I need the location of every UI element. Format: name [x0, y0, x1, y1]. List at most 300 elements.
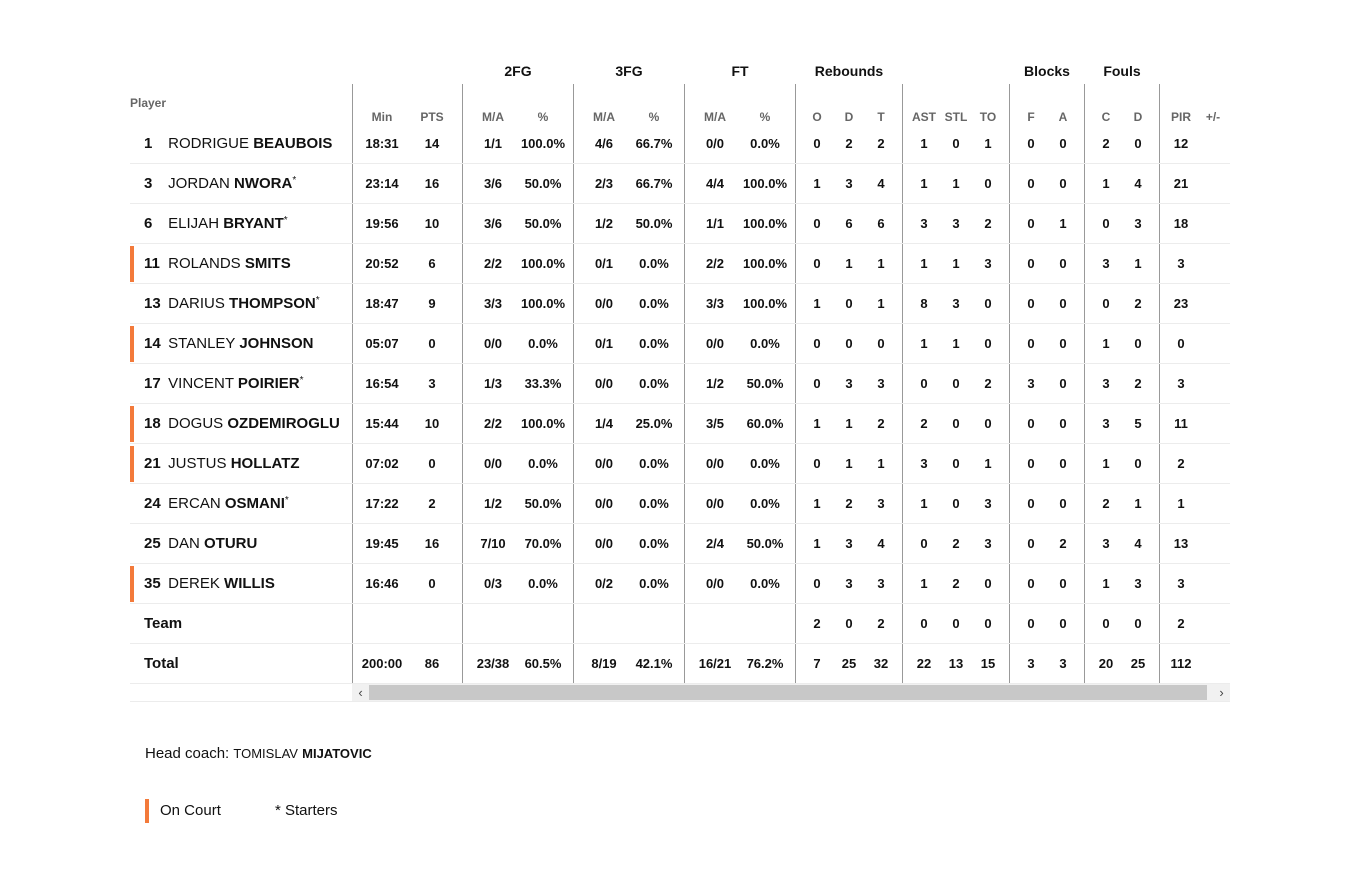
- stat-cell: 0/0: [705, 136, 725, 151]
- stat-cell: 25.0%: [635, 416, 673, 431]
- player-number: 17: [144, 375, 161, 392]
- stat-cell: 0: [813, 136, 821, 151]
- player-last-name: OZDEMIROGLU: [227, 415, 340, 432]
- stat-cell: 16/21: [698, 656, 732, 671]
- stat-cell: 6: [845, 216, 853, 231]
- player-last-name: JOHNSON: [239, 335, 314, 352]
- stat-cell: 23:14: [365, 176, 399, 191]
- player-number: 35: [144, 575, 161, 592]
- stat-cell: 1: [1102, 336, 1110, 351]
- player-number: 25: [144, 535, 161, 552]
- player-column-header: [130, 84, 352, 124]
- table-row[interactable]: [130, 364, 1230, 404]
- stat-cell: 23: [1173, 296, 1189, 311]
- stat-cell: 9: [428, 296, 436, 311]
- player-last-name: NWORA: [234, 175, 293, 192]
- stat-cell: 18:47: [365, 296, 399, 311]
- stat-cell: 0: [1027, 456, 1035, 471]
- group-header-0: 2FG: [504, 63, 532, 79]
- stat-cell: 1: [920, 256, 928, 271]
- stat-cell: 3: [877, 576, 885, 591]
- stat-cell: 3: [920, 456, 928, 471]
- on-court-marker: [130, 406, 134, 442]
- player-first-name: ROLANDS: [168, 255, 241, 272]
- stat-cell: 0: [984, 296, 992, 311]
- stat-cell: 70.0%: [524, 536, 562, 551]
- stat-cell: 22: [916, 656, 932, 671]
- stat-cell: 0.0%: [750, 136, 780, 151]
- stat-cell: 0.0%: [528, 336, 558, 351]
- player-first-name: DEREK: [168, 575, 220, 592]
- stat-cell: 60.5%: [524, 656, 562, 671]
- stat-cell: 0/0: [705, 496, 725, 511]
- player-last-name: POIRIER: [237, 375, 300, 392]
- on-court-marker: [145, 799, 149, 823]
- player-header-label: Player: [130, 96, 167, 110]
- stat-cell: 100.0%: [520, 416, 566, 431]
- stat-cell: 0: [1059, 176, 1067, 191]
- column-header-3[interactable]: %: [537, 110, 549, 124]
- player-name[interactable]: [144, 244, 291, 284]
- column-header-9[interactable]: D: [844, 110, 854, 124]
- stat-cell: 0: [813, 376, 821, 391]
- stat-cell: 1: [920, 496, 928, 511]
- stat-cell: 0: [1059, 416, 1067, 431]
- stat-cell: 33.3%: [524, 376, 562, 391]
- stat-cell: 10: [424, 216, 440, 231]
- stat-cell: 0: [952, 416, 960, 431]
- stat-cell: 3: [1177, 376, 1185, 391]
- stat-cell: 20:52: [365, 256, 399, 271]
- stat-cell: 15: [980, 656, 996, 671]
- table-row[interactable]: [130, 484, 1230, 524]
- stat-cell: 1: [952, 256, 960, 271]
- stat-cell: 1: [1134, 496, 1142, 511]
- table-row[interactable]: [130, 404, 1230, 444]
- stat-cell: 0/0: [483, 456, 503, 471]
- stat-cell: 0/0: [594, 536, 614, 551]
- stat-cell: 0: [1027, 136, 1035, 151]
- stat-cell: 4: [1134, 536, 1142, 551]
- stat-cell: 1/2: [483, 496, 503, 511]
- column-header-1[interactable]: PTS: [420, 110, 444, 124]
- starter-mark: *: [315, 295, 320, 306]
- stat-cell: 3: [1134, 216, 1142, 231]
- stat-cell: 05:07: [365, 336, 399, 351]
- stat-cell: 0.0%: [750, 456, 780, 471]
- player-last-name: HOLLATZ: [230, 455, 300, 472]
- stat-cell: 0: [1059, 576, 1067, 591]
- stat-cell: 0.0%: [639, 536, 669, 551]
- stat-cell: 2: [952, 536, 960, 551]
- stat-cell: 0: [1027, 176, 1035, 191]
- legend-on-court: On Court: [160, 802, 221, 819]
- stat-cell: 0: [845, 336, 853, 351]
- table-row[interactable]: [130, 164, 1230, 204]
- stat-cell: 0.0%: [528, 576, 558, 591]
- total-row: [130, 644, 1230, 684]
- starter-mark: *: [284, 495, 289, 506]
- stat-cell: 1: [952, 336, 960, 351]
- column-header-13[interactable]: TO: [979, 110, 997, 124]
- column-header-10[interactable]: T: [877, 110, 885, 124]
- stat-cell: 50.0%: [746, 376, 784, 391]
- column-header-7[interactable]: %: [759, 110, 771, 124]
- player-last-name: THOMPSON: [229, 295, 316, 312]
- stat-cell: 0: [813, 336, 821, 351]
- column-header-14[interactable]: F: [1027, 110, 1035, 124]
- stat-cell: 0: [813, 456, 821, 471]
- stat-cell: 3: [845, 536, 853, 551]
- stat-cell: 0: [920, 376, 928, 391]
- stat-cell: 0: [1027, 216, 1035, 231]
- stat-cell: 0/0: [705, 576, 725, 591]
- player-first-name: JUSTUS: [168, 455, 227, 472]
- stat-cell: 0/0: [594, 296, 614, 311]
- column-header-11[interactable]: AST: [912, 110, 936, 124]
- stat-cell: 0: [1059, 496, 1067, 511]
- stat-cell: 2: [920, 416, 928, 431]
- stat-cell: 0/0: [594, 496, 614, 511]
- stat-cell: 100.0%: [742, 256, 788, 271]
- stat-cell: 66.7%: [635, 176, 673, 191]
- stat-cell: 0: [428, 576, 436, 591]
- stat-cell: 1: [1059, 216, 1067, 231]
- on-court-marker: [130, 326, 134, 362]
- stat-cell: 0/3: [483, 576, 503, 591]
- stat-cell: 3: [952, 216, 960, 231]
- starter-mark: *: [292, 175, 297, 186]
- player-name[interactable]: [144, 444, 300, 484]
- stat-cell: 2: [428, 496, 436, 511]
- stat-cell: 100.0%: [520, 256, 566, 271]
- stat-cell: 0.0%: [639, 496, 669, 511]
- stat-cell: 1: [1102, 576, 1110, 591]
- stat-cell: 66.7%: [635, 136, 673, 151]
- stat-cell: 4/6: [594, 136, 614, 151]
- stat-cell: 3: [1102, 536, 1110, 551]
- stat-cell: 50.0%: [524, 496, 562, 511]
- table-row[interactable]: [130, 524, 1230, 564]
- stat-cell: 0.0%: [639, 576, 669, 591]
- stat-cell: 0/0: [594, 376, 614, 391]
- stat-cell: 0.0%: [639, 256, 669, 271]
- player-first-name: VINCENT: [168, 375, 234, 392]
- table-row[interactable]: [130, 444, 1230, 484]
- player-name[interactable]: [144, 284, 320, 324]
- player-first-name: JORDAN: [168, 175, 230, 192]
- stat-cell: 1: [920, 576, 928, 591]
- column-header-19[interactable]: +/-: [1205, 110, 1221, 124]
- column-header-6[interactable]: M/A: [704, 110, 726, 124]
- stat-cell: 0: [920, 616, 928, 631]
- stat-cell: 2/3: [594, 176, 614, 191]
- stat-cell: 1: [1134, 256, 1142, 271]
- stat-cell: 0: [1134, 456, 1142, 471]
- stat-cell: 0: [984, 336, 992, 351]
- stat-cell: 3: [1102, 256, 1110, 271]
- stat-cell: 3/3: [705, 296, 725, 311]
- table-row[interactable]: [130, 204, 1230, 244]
- player-name[interactable]: [144, 484, 289, 524]
- stat-cell: 0.0%: [639, 336, 669, 351]
- stat-cell: 3/3: [483, 296, 503, 311]
- column-header-17[interactable]: D: [1133, 110, 1143, 124]
- stat-cell: 3: [1027, 656, 1035, 671]
- stat-cell: 100.0%: [742, 176, 788, 191]
- stat-cell: 1: [813, 176, 821, 191]
- stat-cell: 0: [1102, 216, 1110, 231]
- stat-cell: 13: [1173, 536, 1189, 551]
- stat-cell: 1: [813, 496, 821, 511]
- stat-cell: 2: [1102, 496, 1110, 511]
- player-number: 21: [144, 455, 161, 472]
- player-last-name: OTURU: [204, 535, 258, 552]
- stat-cell: 2/2: [483, 256, 503, 271]
- stat-cell: 1: [920, 136, 928, 151]
- stat-cell: 23/38: [476, 656, 510, 671]
- stat-cell: 0.0%: [639, 376, 669, 391]
- player-number: 6: [144, 215, 153, 232]
- stat-cell: 1: [952, 176, 960, 191]
- column-header-18[interactable]: PIR: [1170, 110, 1191, 124]
- stat-cell: 0: [1059, 136, 1067, 151]
- group-header-5: Fouls: [1103, 63, 1141, 79]
- stat-cell: 1: [813, 416, 821, 431]
- player-number: 13: [144, 295, 161, 312]
- stat-cell: 2/2: [705, 256, 725, 271]
- player-first-name: ERCAN: [168, 495, 221, 512]
- stat-cell: 18:31: [365, 136, 399, 151]
- player-name[interactable]: [144, 524, 257, 564]
- player-first-name: RODRIGUE: [168, 135, 250, 152]
- table-row[interactable]: [130, 564, 1230, 604]
- stat-cell: 0: [984, 416, 992, 431]
- stats-header: [352, 60, 1230, 124]
- stat-cell: 2: [984, 376, 992, 391]
- head-coach-last-name: MIJATOVIC: [302, 746, 372, 761]
- player-number: 18: [144, 415, 161, 432]
- stat-cell: 0: [952, 496, 960, 511]
- stat-cell: 0.0%: [639, 296, 669, 311]
- player-name[interactable]: [144, 324, 314, 364]
- player-first-name: DOGUS: [168, 415, 224, 432]
- stat-cell: 1: [984, 136, 992, 151]
- table-bottom-divider: [130, 701, 1230, 702]
- stat-cell: 42.1%: [635, 656, 673, 671]
- group-header-2: FT: [731, 63, 749, 79]
- stat-cell: 0/0: [705, 456, 725, 471]
- stat-cell: 3: [952, 296, 960, 311]
- stat-cell: 2: [1177, 456, 1185, 471]
- stat-cell: 3: [1102, 416, 1110, 431]
- stat-cell: 112: [1170, 656, 1192, 671]
- stat-cell: 0: [1134, 136, 1142, 151]
- stat-cell: 3: [984, 496, 992, 511]
- stat-cell: 0: [428, 336, 436, 351]
- stat-cell: 8/19: [591, 656, 617, 671]
- group-header-3: Rebounds: [814, 63, 884, 79]
- stat-cell: 1: [1102, 456, 1110, 471]
- on-court-marker: [130, 446, 134, 482]
- stat-cell: 0: [952, 136, 960, 151]
- stat-cell: 07:02: [365, 456, 399, 471]
- stat-cell: 1/1: [705, 216, 725, 231]
- stat-cell: 3: [1177, 256, 1185, 271]
- stat-cell: 25: [841, 656, 857, 671]
- on-court-marker: [130, 566, 134, 602]
- stat-cell: 14: [424, 136, 440, 151]
- stat-cell: 2: [877, 136, 885, 151]
- stat-cell: 1: [984, 456, 992, 471]
- stat-cell: 0: [952, 456, 960, 471]
- stat-cell: 10: [424, 416, 440, 431]
- stat-cell: 2: [813, 616, 821, 631]
- stat-cell: 0: [920, 536, 928, 551]
- stat-cell: 0: [984, 616, 992, 631]
- stat-cell: 19:45: [365, 536, 399, 551]
- stat-cell: 0: [984, 576, 992, 591]
- stat-cell: 3: [1059, 656, 1067, 671]
- chevron-left-icon[interactable]: ‹: [358, 685, 363, 700]
- column-groups: [352, 60, 1230, 84]
- table-row[interactable]: [130, 124, 1230, 164]
- stat-cell: 60.0%: [746, 416, 784, 431]
- player-name[interactable]: [144, 404, 340, 444]
- head-coach: [145, 745, 372, 762]
- stat-cell: 2: [952, 576, 960, 591]
- stat-cell: 3/5: [705, 416, 725, 431]
- stat-cell: 1: [845, 256, 853, 271]
- stat-cell: 0: [845, 616, 853, 631]
- stat-cell: 50.0%: [635, 216, 673, 231]
- player-first-name: DAN: [168, 535, 200, 552]
- stat-cell: 0: [877, 336, 885, 351]
- stat-cell: 1/2: [705, 376, 725, 391]
- stat-cell: 86: [424, 656, 440, 671]
- stat-cell: 3: [877, 376, 885, 391]
- column-header-8[interactable]: O: [812, 110, 822, 124]
- stat-cell: 16:46: [365, 576, 399, 591]
- stat-cell: 1: [845, 456, 853, 471]
- legend-starters: * Starters: [275, 802, 338, 819]
- stat-cell: 0: [1059, 616, 1067, 631]
- stat-cell: 0/2: [594, 576, 614, 591]
- stat-cell: 0: [1027, 416, 1035, 431]
- stat-cell: 20: [1098, 656, 1114, 671]
- table-row[interactable]: [130, 284, 1230, 324]
- stat-cell: 2: [1059, 536, 1067, 551]
- team-row: [130, 604, 1230, 644]
- head-coach-first-name: TOMISLAV: [233, 746, 298, 761]
- column-header-5[interactable]: %: [648, 110, 660, 124]
- stat-cell: 1: [845, 416, 853, 431]
- stat-cell: 0: [1102, 616, 1110, 631]
- column-header-2[interactable]: M/A: [482, 110, 504, 124]
- stat-cell: 0: [984, 176, 992, 191]
- stat-cell: 0.0%: [750, 496, 780, 511]
- player-name[interactable]: [144, 564, 275, 604]
- player-name[interactable]: [144, 124, 332, 164]
- player-name[interactable]: [144, 204, 288, 244]
- scrollbar-thumb[interactable]: [369, 685, 1207, 700]
- stat-cell: 0.0%: [528, 456, 558, 471]
- stat-cell: 100.0%: [742, 296, 788, 311]
- stat-cell: 0: [1059, 296, 1067, 311]
- column-header-15[interactable]: A: [1058, 110, 1068, 124]
- stat-cell: 0.0%: [639, 456, 669, 471]
- chevron-right-icon[interactable]: ›: [1219, 685, 1224, 700]
- stat-cell: 1/2: [594, 216, 614, 231]
- stat-cell: 0: [952, 616, 960, 631]
- horizontal-scrollbar[interactable]: [352, 684, 1230, 701]
- player-number: 14: [144, 335, 161, 352]
- stat-cell: 0: [1027, 256, 1035, 271]
- stat-cell: 3: [984, 536, 992, 551]
- stat-cell: 2/2: [483, 416, 503, 431]
- column-header-4[interactable]: M/A: [593, 110, 615, 124]
- stat-cell: 2: [845, 496, 853, 511]
- column-header-0[interactable]: Min: [371, 110, 393, 124]
- player-number: 11: [144, 255, 160, 272]
- table-row[interactable]: [130, 324, 1230, 364]
- player-last-name: BEAUBOIS: [253, 135, 333, 152]
- stat-cell: 1/1: [483, 136, 503, 151]
- stat-cell: 1: [877, 296, 885, 311]
- stat-cell: 200:00: [361, 656, 403, 671]
- head-coach-prefix: Head coach:: [145, 745, 230, 762]
- stat-cell: 2: [984, 216, 992, 231]
- player-number: 24: [144, 495, 161, 512]
- stat-cell: 1: [813, 296, 821, 311]
- stat-cell: 6: [877, 216, 885, 231]
- on-court-marker: [130, 246, 134, 282]
- stat-cell: 3: [984, 256, 992, 271]
- stat-cell: 0.0%: [750, 336, 780, 351]
- player-name[interactable]: [144, 364, 304, 404]
- stat-cell: 2: [1134, 296, 1142, 311]
- column-header-12[interactable]: STL: [944, 110, 968, 124]
- stat-cell: 1/3: [483, 376, 503, 391]
- stat-cell: 15:44: [365, 416, 399, 431]
- team-row-label: Team: [144, 615, 183, 632]
- stat-cell: 0: [813, 216, 821, 231]
- stat-cell: 1: [1177, 496, 1185, 511]
- column-header-16[interactable]: C: [1101, 110, 1111, 124]
- stat-cell: 0: [1027, 576, 1035, 591]
- stat-cell: 3: [845, 576, 853, 591]
- stat-cell: 76.2%: [746, 656, 784, 671]
- stat-cell: 3: [1177, 576, 1185, 591]
- stat-cell: 2: [877, 616, 885, 631]
- stat-cell: 2: [1134, 376, 1142, 391]
- stat-cell: 2: [845, 136, 853, 151]
- total-row-label: Total: [144, 655, 179, 672]
- stat-cell: 0: [1027, 536, 1035, 551]
- stat-cell: 0: [813, 256, 821, 271]
- stat-cell: 0/0: [594, 456, 614, 471]
- stat-cell: 0: [1027, 616, 1035, 631]
- stat-cell: 0: [952, 376, 960, 391]
- stat-cell: 1: [813, 536, 821, 551]
- table-row[interactable]: [130, 244, 1230, 284]
- stat-cell: 1/4: [594, 416, 614, 431]
- player-name[interactable]: [144, 164, 296, 204]
- stat-cell: 0: [813, 576, 821, 591]
- stat-cell: 0: [845, 296, 853, 311]
- stat-cell: 1: [877, 456, 885, 471]
- stat-cell: 3: [920, 216, 928, 231]
